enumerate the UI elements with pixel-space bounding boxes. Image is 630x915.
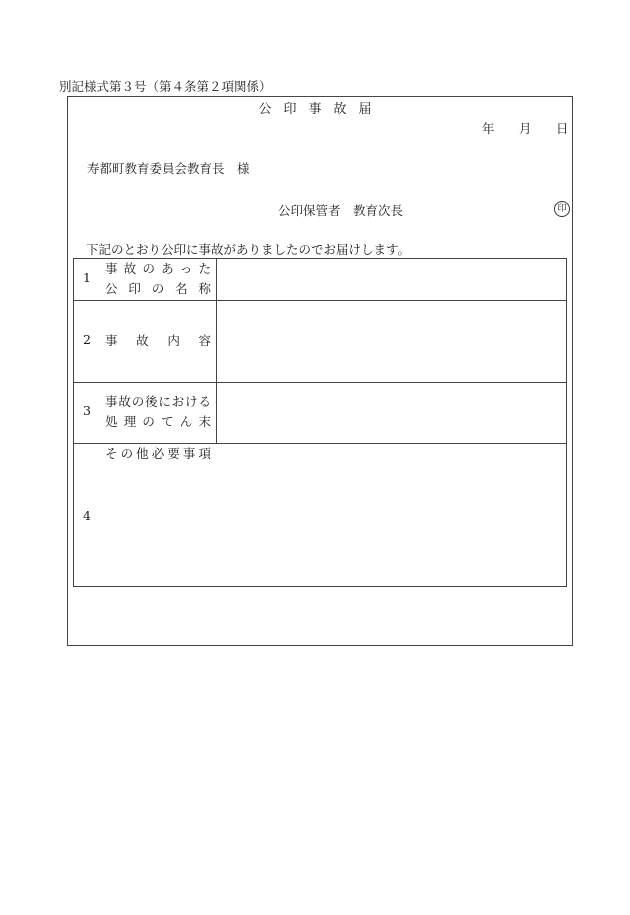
item-number: 4 bbox=[83, 508, 91, 523]
item-value-field[interactable] bbox=[217, 383, 567, 444]
item-value-field[interactable] bbox=[217, 259, 567, 301]
date-year-label: 年 bbox=[482, 121, 495, 136]
date-day-label: 日 bbox=[556, 121, 569, 136]
table-row bbox=[74, 383, 567, 444]
item-label: 公印の名称 bbox=[105, 281, 211, 296]
item-label: 事故内容 bbox=[105, 333, 211, 348]
table-row bbox=[74, 301, 567, 383]
table-row bbox=[74, 444, 567, 587]
item-label: 処理のてん末 bbox=[105, 414, 211, 429]
item-label-cell bbox=[74, 383, 217, 444]
sender: 公印保管者 教育次長 bbox=[278, 203, 404, 218]
item-label-cell bbox=[74, 301, 217, 383]
item-label-cell bbox=[74, 259, 217, 301]
intro-text: 下記のとおり公印に事故がありましたのでお届けします。 bbox=[86, 242, 411, 257]
item-number: 1 bbox=[83, 270, 91, 285]
table-row bbox=[74, 259, 567, 301]
item-number: 2 bbox=[83, 332, 91, 347]
date-month-label: 月 bbox=[519, 121, 532, 136]
form-number-label: 別記様式第３号（第４条第２項関係） bbox=[59, 79, 272, 94]
item-label: その他必要事項 bbox=[105, 446, 211, 461]
item-label: 事故のあった bbox=[105, 261, 211, 276]
addressee: 寿都町教育委員会教育長 様 bbox=[87, 161, 250, 176]
item-label-cell[interactable] bbox=[74, 444, 567, 587]
item-number: 3 bbox=[83, 403, 91, 418]
document-title: 公印事故届 bbox=[258, 102, 384, 117]
items-table bbox=[73, 258, 567, 587]
seal-mark-icon: 印 bbox=[554, 201, 570, 217]
item-label: 事故の後における bbox=[105, 394, 211, 409]
item-value-field[interactable] bbox=[217, 301, 567, 383]
